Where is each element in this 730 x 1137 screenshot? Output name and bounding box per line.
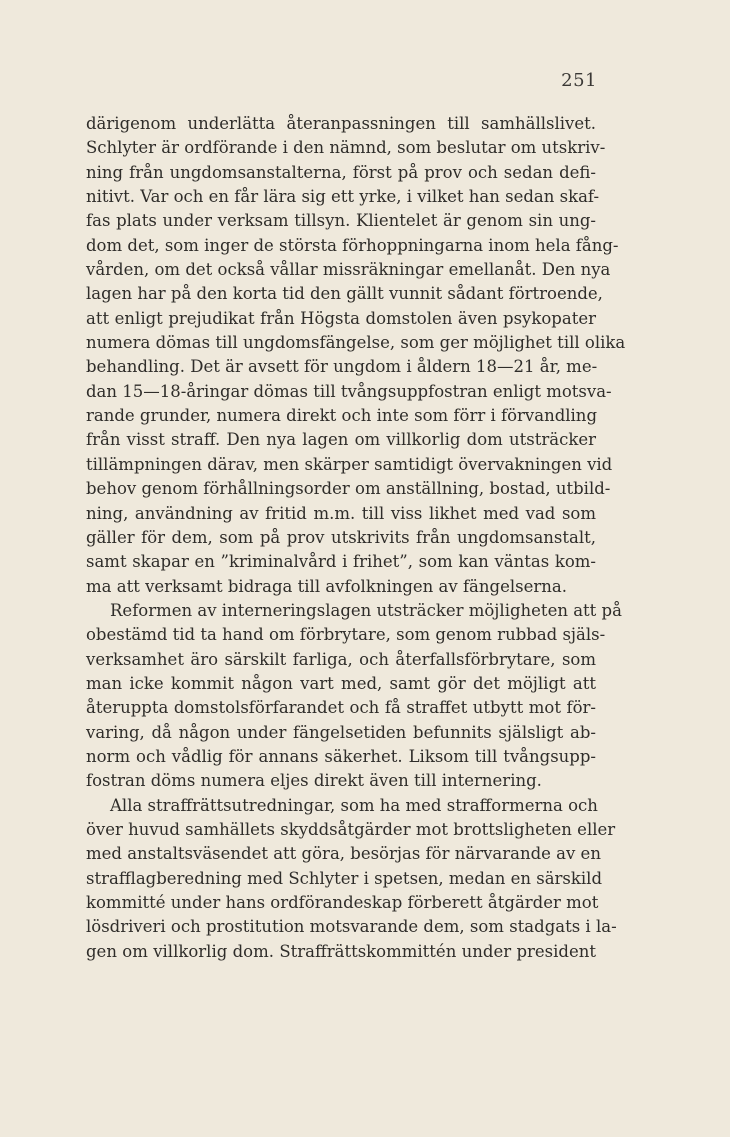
text-line: Alla straffrättsutredningar, som ha med strafformerna och	[110, 795, 598, 815]
text-line: verksamhet äro särskilt farliga, och återfallsförbrytare, som	[86, 649, 596, 669]
text-line: ning från ungdomsanstalterna, först på prov och sedan defi-	[86, 162, 596, 182]
text-line: ma att verksamt bidraga till avfolkningen av fängelserna.	[86, 576, 567, 596]
text-line: strafflagberedning med Schlyter i spetsen, medan en särskild	[86, 868, 603, 888]
text-line: gäller för dem, som på prov utskrivits från ungdomsanstalt,	[86, 527, 596, 547]
text-line: norm och vådlig för annans säkerhet. Liksom till tvångsupp-	[86, 746, 596, 766]
text-line: dom det, som inger de största förhoppningarna inom hela fång-	[86, 235, 619, 255]
text-line: samt skapar en ”kriminalvård i frihet”, som kan väntas kom-	[86, 552, 596, 572]
text-line: behov genom förhållningsorder om anställning, bostad, utbild-	[86, 479, 611, 499]
text-line: kommitté under hans ordförandeskap förberett åtgärder mot	[86, 893, 599, 912]
text-line: tillämpningen därav, men skärper samtidigt övervakningen vid	[86, 454, 613, 474]
text-line: vården, om det också vållar missräkningar emellanåt. Den nya	[86, 260, 611, 280]
text-line: obestämd tid ta hand om förbrytare, som genom rubbad själs-	[86, 625, 606, 645]
text-line: man icke kommit någon vart med, samt gör det möjligt att	[86, 673, 596, 693]
text-line: Schlyter är ordförande i den nämnd, som beslutar om utskriv-	[86, 138, 606, 158]
text-line: över huvud samhällets skyddsåtgärder mot brottsligheten eller	[86, 819, 616, 839]
text-line: varing, då någon under fängelsetiden befunnits själsligt ab-	[86, 722, 596, 742]
text-line: nitivt. Var och en får lära sig ett yrke, i vilket han sedan skaf-	[86, 187, 600, 207]
text-line: att enligt prejudikat från Högsta domstolen även psykopater	[86, 308, 596, 328]
text-line: fas plats under verksam tillsyn. Klientelet är genom sin ung-	[86, 211, 596, 231]
body-text	[86, 112, 626, 964]
text-line: gen om villkorlig dom. Straffrättskommittén under president	[86, 941, 596, 961]
text-line: rande grunder, numera direkt och inte som förr i förvandling	[86, 406, 598, 426]
page-number: 251	[561, 70, 597, 91]
text-line: med anstaltsväsendet att göra, besörjas för närvarande av en	[86, 844, 601, 864]
text-line: därigenom underlätta återanpassningen till samhällslivet.	[86, 114, 596, 133]
text-line: fostran döms numera eljes direkt även till internering.	[86, 771, 542, 791]
text-line: numera dömas till ungdomsfängelse, som ger möjlighet till olika	[86, 333, 626, 353]
text-line: lagen har på den korta tid den gällt vunnit sådant förtroende,	[86, 284, 603, 304]
text-line: Reformen av interneringslagen utsträcker möjligheten att på	[110, 600, 622, 620]
text-line: lösdriveri och prostitution motsvarande dem, som stadgats i la-	[86, 917, 617, 937]
text-line: dan 15—18-åringar dömas till tvångsuppfostran enligt motsva-	[86, 381, 612, 401]
text-line: behandling. Det är avsett för ungdom i åldern 18—21 år, me-	[86, 357, 598, 377]
text-line: från visst straff. Den nya lagen om villkorlig dom utsträcker	[86, 430, 596, 450]
text-line: återuppta domstolsförfarandet och få straffet utbytt mot för-	[86, 698, 596, 718]
text-line: ning, användning av fritid m.m. till viss likhet med vad som	[86, 503, 596, 523]
